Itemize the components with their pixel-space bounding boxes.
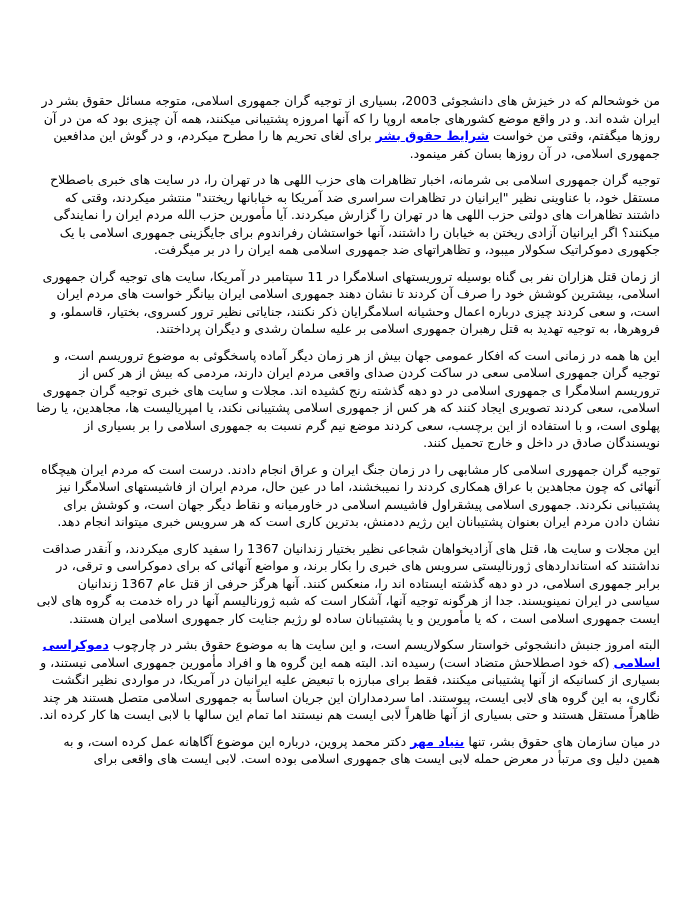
paragraph [36, 92, 660, 162]
paragraph-text: توجیه گران جمهوری اسلامی بی شرمانه، اخبار تظاهرات های حزب اللهی ها در تهران را، در سایت های خبری باصطلاح مستقل خود، با عناوینی نظیر "ایرانیان در تظاهرات سراسری ضد آمریکا به خیابانها ریختند" منتشر میکردند، وقتی که داشتند تظاهرات های دولتی حزب اللهی ها در تهران را گزارش میکردند. آیا مأمورین حزب الله مردم ایران را نمایندگی میکنند؟ اگر ایرانیان آزادی ریختن به خیابان را داشتند، آنها خواستشان رفراندوم برای جایگزینی جمهوری اسلامی با یک جکهوری دموکراتیک سکولار میبود، و تظاهراتهای ضد جمهوری اسلامی همه ایران را در بر میگرفت. [50, 172, 660, 257]
paragraph [36, 733, 660, 768]
inline-link[interactable]: دموکراسی اسلامی [42, 637, 660, 670]
paragraph [36, 461, 660, 531]
inline-link[interactable]: شرایط حقوق بشر [375, 128, 489, 143]
paragraph-text: من خوشحالم که در خیزش های دانشجوئی 2003، بسیاری از توجیه گران جمهوری اسلامی، متوجه مسائل حقوق بشر در ایران شده اند. و در واقع موضع کشورهای جامعه اروپا را که آنها امروزه پشتیبانی میکنند، همه آن چیزی بود که من در آن روزها میگفتم، وقتی من خواست [41, 93, 660, 143]
paragraph [36, 347, 660, 452]
paragraph-text: این ها همه در زمانی است که افکار عمومی جهان بیش از هر زمان دیگر آماده پاسخگوئی به موضوع تروریسم است، و توجیه گران جمهوری اسلامی سعی در ساکت کردن صدای واقعی مردم ایران دارند، مردمی که بیش از هر کس از تروریسم اسلامگرا ی جمهوری اسلامی در دو دهه گذشته رنج کشیده اند. مجلات و سایت های خبری توجیه گران جمهوری اسلامی، سعی کردند تصویری ایجاد کنند که هر کس از جمهوری اسلامی پشتیبانی نکند، یا امپریالیست ها، مجاهدین، یا رضا پهلوی است، و با استفاده از این برچسب، سعی کردند موضع نیم گرم نسبت به جمهوری اسلامی را بر بسیاری از نویسندگان صادق در داخل و خارج تحمیل کنند. [36, 347, 660, 450]
paragraph [36, 268, 660, 338]
paragraph-text: توجیه گران جمهوری اسلامی کار مشابهی را در زمان جنگ ایران و عراق انجام دادند. درست است که مردم ایران هیچگاه آنهائی که چون مجاهدین با عراق همکاری کردند را نمیبخشند، اما در عین حال، مردم ایران از فاشیستهای اسلامگرا نیز پشتیبانی نکردند. جمهوری اسلامی پیشقراول فاشیسم اسلامی در خاورمیانه و نقاط دیگر جهان است، و کوشش برای نشان دادن مردم ایران بعنوان پشتیبانان این رژیم ددمنش، بدترین کاری است که هر سرویس خبری میتواند انجام دهد. [41, 461, 660, 529]
paragraph [36, 171, 660, 259]
paragraph-text: برای لغای تحریم ها را مطرح میکردم، و در گوش این مدافعین جمهوری اسلامی، در آن روزها بسان کفر مینمود. [53, 128, 660, 161]
paragraph [36, 540, 660, 628]
paragraph-text: (که خود اصطلاحش متضاد است) رسیده اند. البته همه این گروه ها و افراد مأمورین جمهوری اسلامی نیستند، و بسیاری از کسانیکه از آنها پشتیبانی میکنند، فقط برای مبارزه با تبعیض علیه ایرانیان در آمریکا، در مواردی نظیر انگشت نگاری، به این گروه های لابی ایست، پیوستند. اما سردمداران این جریان اساساً به جمهوری اسلامی متصل هستند هر چند ظاهراً مستقل هستند و حتی بسیاری از آنها ظاهراً لابی ایست هم نیستند اما تمام این سالها با لابی ایست ها کار کرده اند. [39, 654, 660, 722]
paragraph-text: البته امروز جنبش دانشجوئی خواستار سکولاریسم است، و این سایت ها به موضوع حقوق بشر در چارچوب [108, 637, 660, 652]
inline-link[interactable]: بنیاد مهر [410, 733, 465, 749]
paragraph-text: در میان سازمان های حقوق بشر، تنها [464, 733, 660, 749]
paragraph-text: این مجلات و سایت ها، قتل های آزادیخواهان شجاعی نظیر بختیار زندانیان 1367 را سفید کاری میکردند، و آنقدر صداقت نداشتند که استانداردهای ژورنالیستی سرویس های خبری را بکار برند، و مواضع آنهائی که برای دموکراسی و ترقی، در برابر جمهوری اسلامی، در دو دهه گذشته ایستاده اند را، منعکس کنند. آنها هرگز حرفی از قتل عام 1367 زندانیان سیاسی در ایران نمینویسند. جدا از هرگونه توجیه آنها، آشکار است که شبه ژورنالیسم آنها در راه خدمت به گروه های لابی ایست جمهوری اسلامی است ، که یا مأمورین و یا پشتیبانان ساده لو رژیم جنایت کار جمهوری اسلامی ایران هستند. [36, 540, 660, 626]
paragraph-text: دکتر محمد پروین، درباره این موضوع آگاهانه عمل کرده است، و به همین دلیل وی مرتبأ در معرض حمله لابی ایست های جمهوری اسلامی بوده است. لابی ایست های واقعی برای [63, 733, 660, 766]
paragraph [36, 636, 660, 724]
paragraph-text: از زمان قتل هزاران نفر بی گناه بوسیله تروریستهای اسلامگرا در 11 سپتامبر در آمریکا، سایت های توجیه گران جمهوری اسلامی، بیشترین کوشش خود را صرف آن کردند تا نشان دهند جمهوری اسلامی ایران بیانگر خواست های مردم ایران است، و سعی کردند چیزی درباره اعمال وحشیانه اسلامگرایان ذکر نکنند، جنایاتی نظیر ترور کسروی، بختیار، قاسملو، و فروهرها، به توجیه تهدید به قتل رهبران جمهوری اسلامی بر علیه سلمان رشدی و دیگران پرداختند. [42, 268, 660, 336]
article-content [36, 92, 660, 777]
